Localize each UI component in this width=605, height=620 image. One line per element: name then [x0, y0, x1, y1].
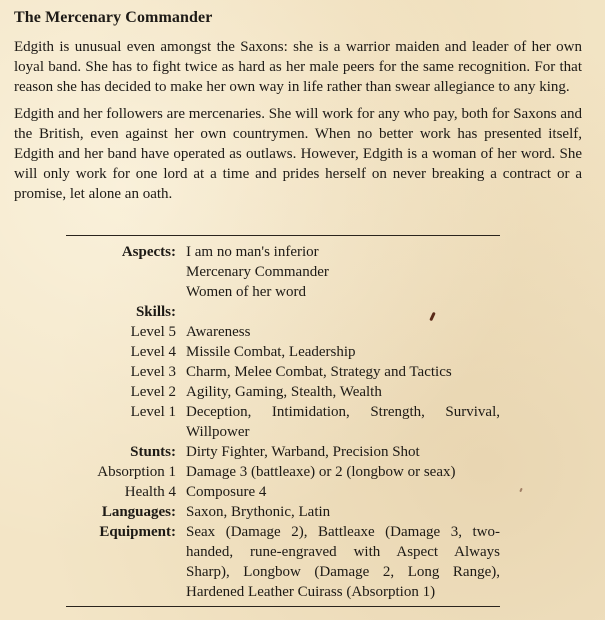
skill-list-continued: Willpower — [186, 424, 250, 440]
absorption-value: Damage 3 (battleaxe) or 2 (longbow or seax) — [186, 464, 456, 480]
skill-row — [66, 362, 500, 382]
mercenary-paragraph: Edgith and her followers are mercenaries. She will work for any who pay, both for Saxons and the British, even against her own countrymen. When no better work has presented itself, Edgith and her band have operated as outlaws. However, Edgith is a woman of her word. She will only work for one lord at a time and prides herself on never breaking a contract or a promise, let alone an oath. — [14, 106, 582, 202]
health-row — [66, 482, 500, 502]
section-title: The Mercenary Commander — [14, 9, 213, 26]
languages-label: Languages: — [101, 504, 176, 520]
skill-list: Awareness — [186, 324, 251, 340]
aspect-2: Mercenary Commander — [186, 264, 329, 280]
equipment-line: Seax (Damage 2), Battleaxe (Damage 3, two- — [186, 524, 500, 540]
equipment-line: handed, rune-engraved with Aspect Always — [186, 544, 500, 560]
ink-speck — [519, 488, 523, 492]
equipment-row — [66, 562, 500, 582]
stunts-value: Dirty Fighter, Warband, Precision Shot — [186, 444, 420, 460]
article — [14, 8, 582, 204]
aspect-1: I am no man's inferior — [186, 244, 319, 260]
stat-block — [66, 235, 500, 607]
skill-level: Level 4 — [130, 344, 176, 360]
equipment-label: Equipment: — [99, 524, 176, 540]
skill-list: Deception, Intimidation, Strength, Survival, — [186, 404, 500, 420]
intro-paragraph: Edgith is unusual even amongst the Saxons: she is a warrior maiden and leader of her own loyal band. She has to fight twice as hard as her male peers for the same recognition. For that reason she has decided to make her own way in life rather than swear allegiance to any king. — [14, 39, 582, 95]
skill-row — [66, 402, 500, 422]
skill-row-continued — [66, 422, 500, 442]
languages-value: Saxon, Brythonic, Latin — [186, 504, 331, 520]
equipment-row — [66, 542, 500, 562]
aspects-row — [66, 282, 500, 302]
skill-level: Level 1 — [130, 404, 176, 420]
skill-list: Missile Combat, Leadership — [186, 344, 356, 360]
skill-level: Level 5 — [130, 324, 176, 340]
aspects-label: Aspects: — [121, 244, 176, 260]
languages-row — [66, 502, 500, 522]
equipment-row — [66, 582, 500, 602]
skills-label: Skills: — [135, 304, 176, 320]
skill-level: Level 3 — [130, 364, 176, 380]
health-value: Composure 4 — [186, 484, 267, 500]
skill-row — [66, 342, 500, 362]
skill-list: Charm, Melee Combat, Strategy and Tactics — [186, 364, 452, 380]
skill-level: Level 2 — [130, 384, 176, 400]
aspects-row — [66, 242, 500, 262]
skill-list: Agility, Gaming, Stealth, Wealth — [186, 384, 382, 400]
stunts-row — [66, 442, 500, 462]
stunts-label: Stunts: — [130, 444, 176, 460]
skill-row — [66, 382, 500, 402]
absorption-row — [66, 462, 500, 482]
aspect-3: Women of her word — [186, 284, 307, 300]
equipment-row — [66, 522, 500, 542]
equipment-line: Hardened Leather Cuirass (Absorption 1) — [186, 584, 436, 600]
equipment-line: Sharp), Longbow (Damage 2, Long Range), — [186, 564, 500, 580]
aspects-row — [66, 262, 500, 282]
absorption-label: Absorption 1 — [97, 464, 176, 480]
health-label: Health 4 — [124, 484, 176, 500]
skill-row — [66, 322, 500, 342]
